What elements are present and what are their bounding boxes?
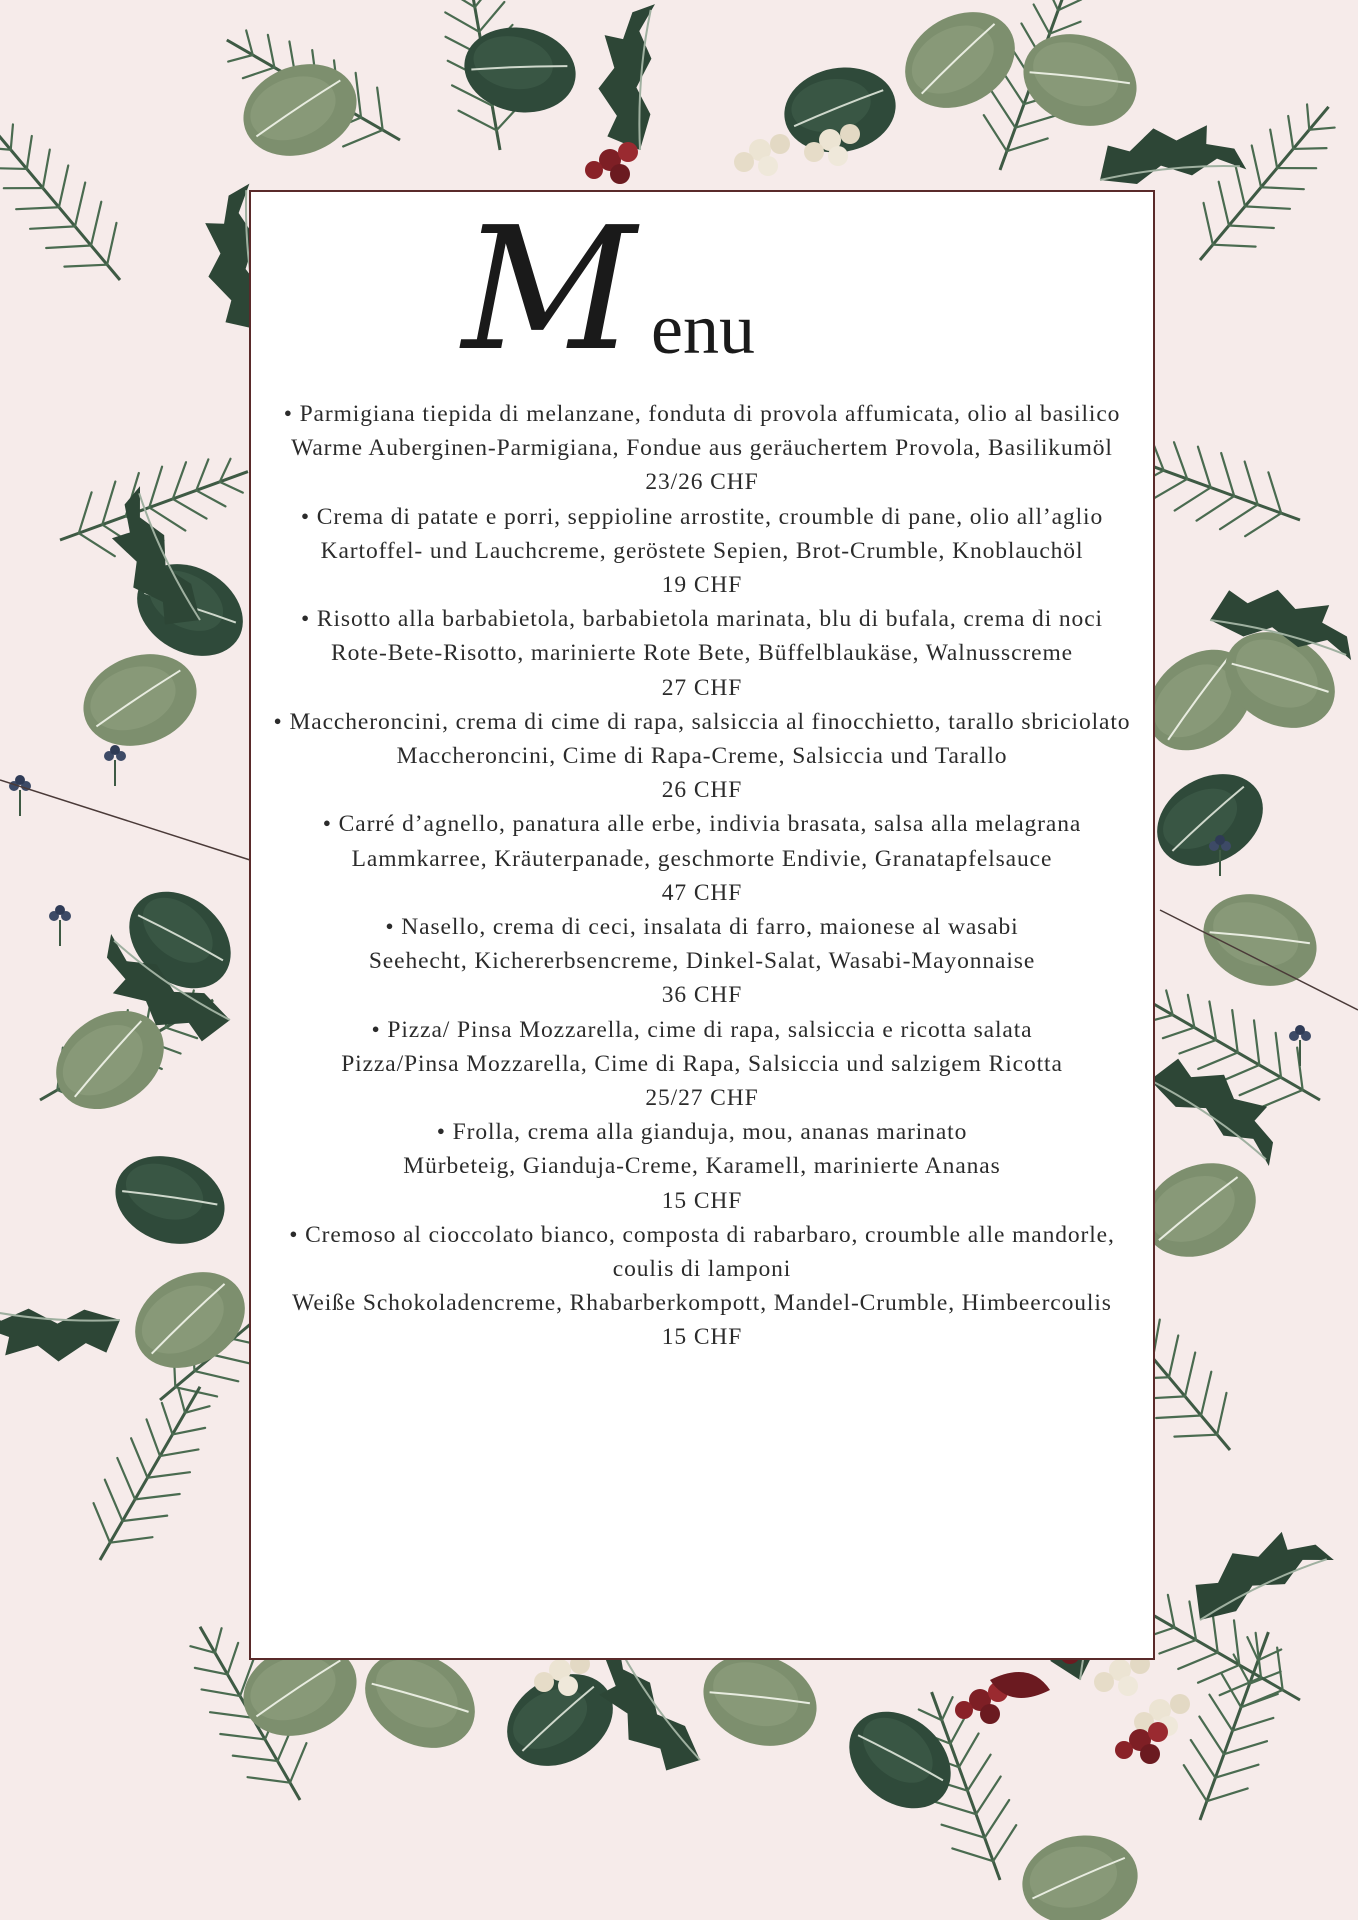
menu-title bbox=[0, 185, 1358, 389]
dish-price: 25/27 CHF bbox=[645, 1085, 759, 1112]
dish-price: 36 CHF bbox=[661, 982, 743, 1009]
dish-italian: • Pizza/ Pinsa Mozzarella, cime di rapa, salsiccia e ricotta salata bbox=[371, 1016, 1033, 1043]
menu-item bbox=[268, 705, 1136, 808]
dish-german: Mürbeteig, Gianduja-Creme, Karamell, marinierte Ananas bbox=[403, 1153, 1001, 1180]
dish-price: 15 CHF bbox=[661, 1324, 743, 1351]
dish-italian: • Frolla, crema alla gianduja, mou, ananas marinato bbox=[436, 1119, 968, 1146]
dish-german: Rote-Bete-Risotto, marinierte Rote Bete, Büffelblaukäse, Walnusscreme bbox=[331, 640, 1073, 667]
dish-german: Pizza/Pinsa Mozzarella, Cime di Rapa, Salsiccia und salzigem Ricotta bbox=[341, 1050, 1063, 1077]
dish-german: Weiße Schokoladencreme, Rhabarberkompott, Mandel-Crumble, Himbeercoulis bbox=[292, 1290, 1112, 1317]
menu-list bbox=[268, 397, 1136, 1355]
dish-german: Warme Auberginen-Parmigiana, Fondue aus geräuchertem Provola, Basilikumöl bbox=[291, 435, 1113, 462]
menu-item bbox=[268, 397, 1136, 500]
menu-title-rest: enu bbox=[651, 289, 755, 369]
dish-price: 26 CHF bbox=[661, 777, 743, 804]
menu-item bbox=[268, 1013, 1136, 1116]
dish-german: Maccheroncini, Cime di Rapa-Creme, Salsiccia und Tarallo bbox=[396, 743, 1008, 770]
dish-italian: • Risotto alla barbabietola, barbabietola marinata, blu di bufala, crema di noci bbox=[301, 606, 1103, 633]
dish-italian: • Cremoso al cioccolato bianco, composta di rabarbaro, croumble alle mandorle, coulis di lamponi bbox=[289, 1221, 1115, 1283]
dish-italian: • Maccheroncini, crema di cime di rapa, salsiccia al finocchietto, tarallo sbriciolato bbox=[273, 708, 1131, 735]
dish-italian: • Parmigiana tiepida di melanzane, fonduta di provola affumicata, olio al basilico bbox=[283, 401, 1121, 427]
menu-item bbox=[268, 1218, 1136, 1355]
dish-price: 47 CHF bbox=[661, 879, 743, 906]
dish-italian: • Nasello, crema di ceci, insalata di farro, maionese al wasabi bbox=[385, 914, 1019, 941]
menu-item bbox=[268, 1115, 1136, 1218]
menu-item bbox=[268, 500, 1136, 603]
menu-item bbox=[268, 602, 1136, 705]
menu-item bbox=[268, 910, 1136, 1013]
dish-german: Seehecht, Kichererbsencreme, Dinkel-Salat, Wasabi-Mayonnaise bbox=[368, 948, 1036, 975]
dish-price: 19 CHF bbox=[661, 572, 743, 599]
dish-german: Lammkarree, Kräuterpanade, geschmorte Endivie, Granatapfelsauce bbox=[351, 845, 1053, 872]
menu-title-initial: M bbox=[462, 191, 633, 389]
dish-price: 15 CHF bbox=[661, 1187, 743, 1214]
dish-price: 27 CHF bbox=[661, 674, 743, 701]
dish-price: 23/26 CHF bbox=[645, 469, 759, 496]
dish-italian: • Carré d’agnello, panatura alle erbe, indivia brasata, salsa alla melagrana bbox=[322, 811, 1082, 838]
dish-german: Kartoffel- und Lauchcreme, geröstete Sepien, Brot-Crumble, Knoblauchöl bbox=[320, 537, 1084, 564]
menu-item bbox=[268, 807, 1136, 910]
dish-italian: • Crema di patate e porri, seppioline arrostite, croumble di pane, olio all’aglio bbox=[300, 503, 1104, 530]
